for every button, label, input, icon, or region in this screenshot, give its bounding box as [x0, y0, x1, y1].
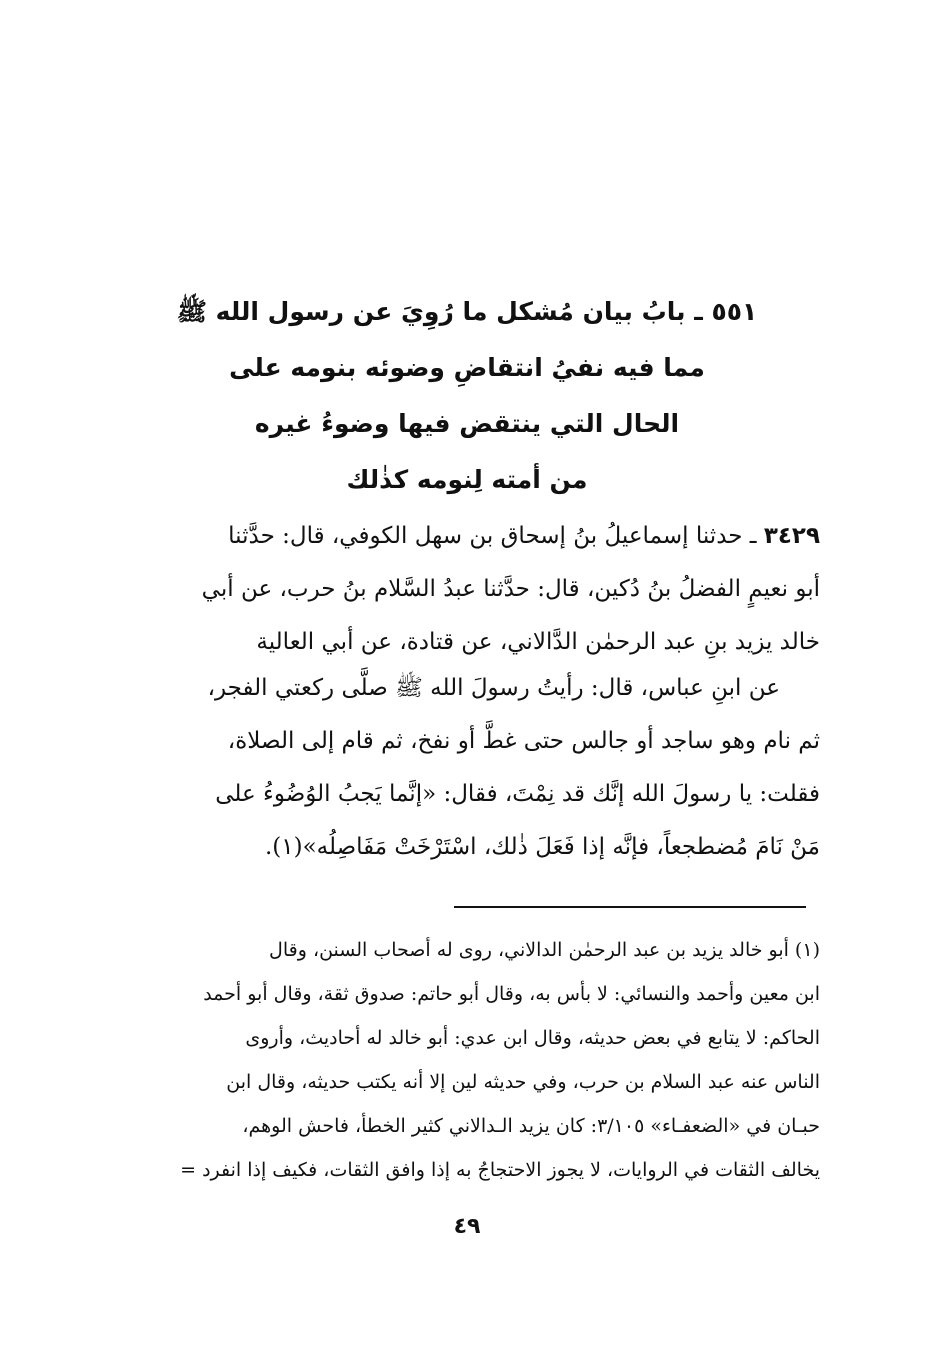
- footnote-line: الناس عنه عبد السلام بن حرب، وفي حديثه لين إلا أنه يكتب حديثه، وقال ابن: [226, 1071, 820, 1093]
- footnote-line: (١) أبو خالد يزيد بن عبد الرحمٰن الدالاني، روى له أصحاب السنن، وقال: [269, 939, 820, 961]
- hadith-matn-line: ثم نام وهو ساجد أو جالس حتى غطَّ أو نفخ، ثم قام إلى الصلاة،: [227, 728, 820, 754]
- hadith-matn: [106, 662, 820, 874]
- chapter-heading: [100, 284, 834, 508]
- footnote-separator: [454, 906, 806, 908]
- hadith-isnad: [106, 510, 820, 669]
- hadith-isnad-text: ـ حدثنا إسماعيلُ بنُ إسحاق بن سهل الكوفي، قال: حدَّثنا: [228, 523, 757, 549]
- footnotes: [106, 928, 820, 1192]
- hadith-matn-line: عن ابنِ عباس، قال: رأيتُ رسولَ الله ﷺ صلَّى ركعتي الفجر،: [207, 675, 780, 701]
- footnote-line: حبـان في «الضعفـاء» ٣/١٠٥: كان يزيد الـدالاني كثير الخطأ، فاحش الوهم،: [242, 1115, 820, 1137]
- hadith-matn-line: مَنْ نَامَ مُضطجعاً، فإنَّه إذا فَعَلَ ذٰلك، اسْتَرْخَتْ مَفَاصِلُه»(١).: [264, 834, 820, 860]
- hadith-isnad-line: [106, 510, 820, 563]
- chapter-heading-line: الحال التي ينتقض فيها وضوءُ غيره: [254, 409, 680, 438]
- footnote-line: ابن معين وأحمد والنسائي: لا بأس به، وقال أبو حاتم: صدوق ثقة، وقال أبو أحمد: [203, 983, 820, 1005]
- hadith-isnad-line: خالد يزيد بنِ عبد الرحمٰن الدَّالاني، عن قتادة، عن أبي العالية: [256, 629, 820, 655]
- chapter-heading-line: مما فيه نفيُ انتقاضِ وضوئه بنومه على: [229, 353, 705, 382]
- footnote-line: يخالف الثقات في الروايات، لا يجوز الاحتجاجُ به إذا وافق الثقات، فكيف إذا انفرد =: [180, 1159, 820, 1181]
- footnote-line: الحاكم: لا يتابع في بعض حديثه، وقال ابن عدي: أبو خالد له أحاديث، وأروى: [245, 1027, 820, 1049]
- hadith-number: ٣٤٢٩: [763, 523, 820, 549]
- page-number: ٤٩: [453, 1214, 481, 1239]
- chapter-heading-line: من أمته لِنومه كذٰلك: [346, 465, 588, 494]
- hadith-isnad-line: أبو نعيمٍ الفضلُ بنُ دُكين، قال: حدَّثنا عبدُ السَّلام بنُ حرب، عن أبي: [201, 576, 820, 602]
- chapter-heading-line: ٥٥١ ـ بابُ بيان مُشكل ما رُوِيَ عن رسول الله ﷺ: [176, 297, 758, 326]
- hadith-matn-line: فقلت: يا رسولَ الله إنَّك قد نِمْتَ، فقال: «إنَّما يَجبُ الوُضُوءُ على: [215, 781, 820, 807]
